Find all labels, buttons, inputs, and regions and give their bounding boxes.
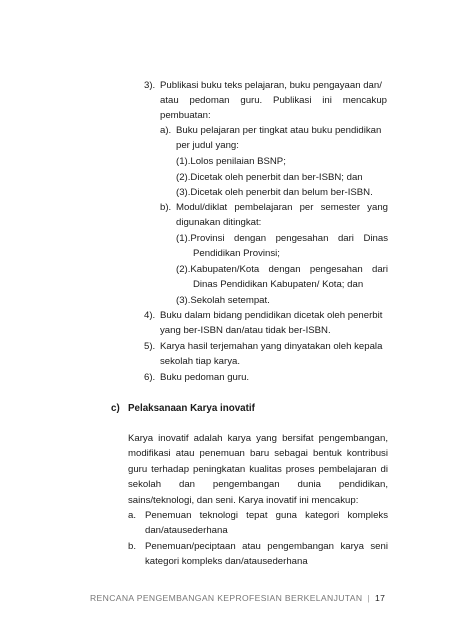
list-item-text: Publikasi buku teks pelajaran, buku pengayaan dan/ (160, 80, 382, 91)
footer-separator: | (367, 593, 370, 603)
list-item-text: pembuatan: (160, 110, 211, 121)
list-item-text: Penemuan/peciptaan atau pengembangan karya seni (145, 541, 388, 552)
paragraph-line: Karya inovatif adalah karya yang bersifat pengembangan, (128, 433, 388, 444)
list-number: 5). (144, 341, 156, 352)
sub-sub-item: (1).Provinsi dengan pengesahan dari Dinas (176, 233, 388, 244)
paragraph-line: modifikasi atau penemuan baru sebagai bentuk kontribusi (128, 448, 388, 459)
list-letter: a. (128, 510, 137, 521)
list-item-text: Karya hasil terjemahan yang dinyatakan oleh kepala (160, 341, 383, 352)
list-number: 6). (144, 372, 156, 383)
sub-sub-item: Dinas Pendidikan Kabupaten/ Kota; dan (193, 279, 364, 290)
list-number: 4). (144, 310, 156, 321)
section-title: Pelaksanaan Karya inovatif (128, 403, 255, 414)
list-item-text: atau pedoman guru. Publikasi ini mencakup (160, 95, 387, 106)
list-letter: b. (128, 541, 137, 552)
sub-list-letter: a). (160, 125, 172, 136)
page-number: 17 (374, 593, 386, 603)
list-item-text: yang ber-ISBN dan/atau tidak ber-ISBN. (160, 325, 331, 336)
list-item-text: kategori kompleks dan/atausederhana (145, 556, 308, 567)
sub-list-text: Modul/diklat pembelajaran per semester yang (176, 202, 388, 213)
sub-sub-item: (2).Dicetak oleh penerbit dan ber-ISBN; dan (176, 172, 363, 183)
sub-list-text: Buku pelajaran per tingkat atau buku pendidikan (176, 125, 382, 136)
page-footer (90, 593, 406, 603)
paragraph-line: sains/teknologi, dan seni. Karya inovatif ini mencakup: (128, 495, 359, 506)
list-number: 3). (144, 80, 156, 91)
list-item-text: dan/atausederhana (145, 525, 228, 536)
list-item-text: Buku dalam bidang pendidikan dicetak oleh penerbit (160, 310, 383, 321)
footer-title: RENCANA PENGEMBANGAN KEPROFESIAN BERKELANJUTAN (90, 593, 363, 603)
sub-sub-item: (3).Dicetak oleh penerbit dan belum ber-ISBN. (176, 187, 373, 198)
sub-sub-item: Pendidikan Provinsi; (193, 248, 280, 259)
sub-sub-item: (1).Lolos penilaian BSNP; (176, 156, 286, 167)
paragraph-line: guru terhadap peningkatan kualitas proses pembelajaran di (128, 464, 388, 475)
sub-sub-item: (3).Sekolah setempat. (176, 295, 270, 306)
paragraph-line: sekolah dan pengembangan dunia pendidikan, (128, 479, 388, 490)
list-item-text: sekolah tiap karya. (160, 356, 240, 367)
sub-list-letter: b). (160, 202, 172, 213)
sub-sub-item: (2).Kabupaten/Kota dengan pengesahan dari (176, 264, 388, 275)
section-letter: c) (111, 403, 120, 414)
list-item-text: Buku pedoman guru. (160, 372, 250, 383)
list-item-text: Penemuan teknologi tepat guna kategori kompleks (145, 510, 388, 521)
sub-list-text: digunakan ditingkat: (176, 217, 262, 228)
sub-list-text: per judul yang: (176, 140, 239, 151)
